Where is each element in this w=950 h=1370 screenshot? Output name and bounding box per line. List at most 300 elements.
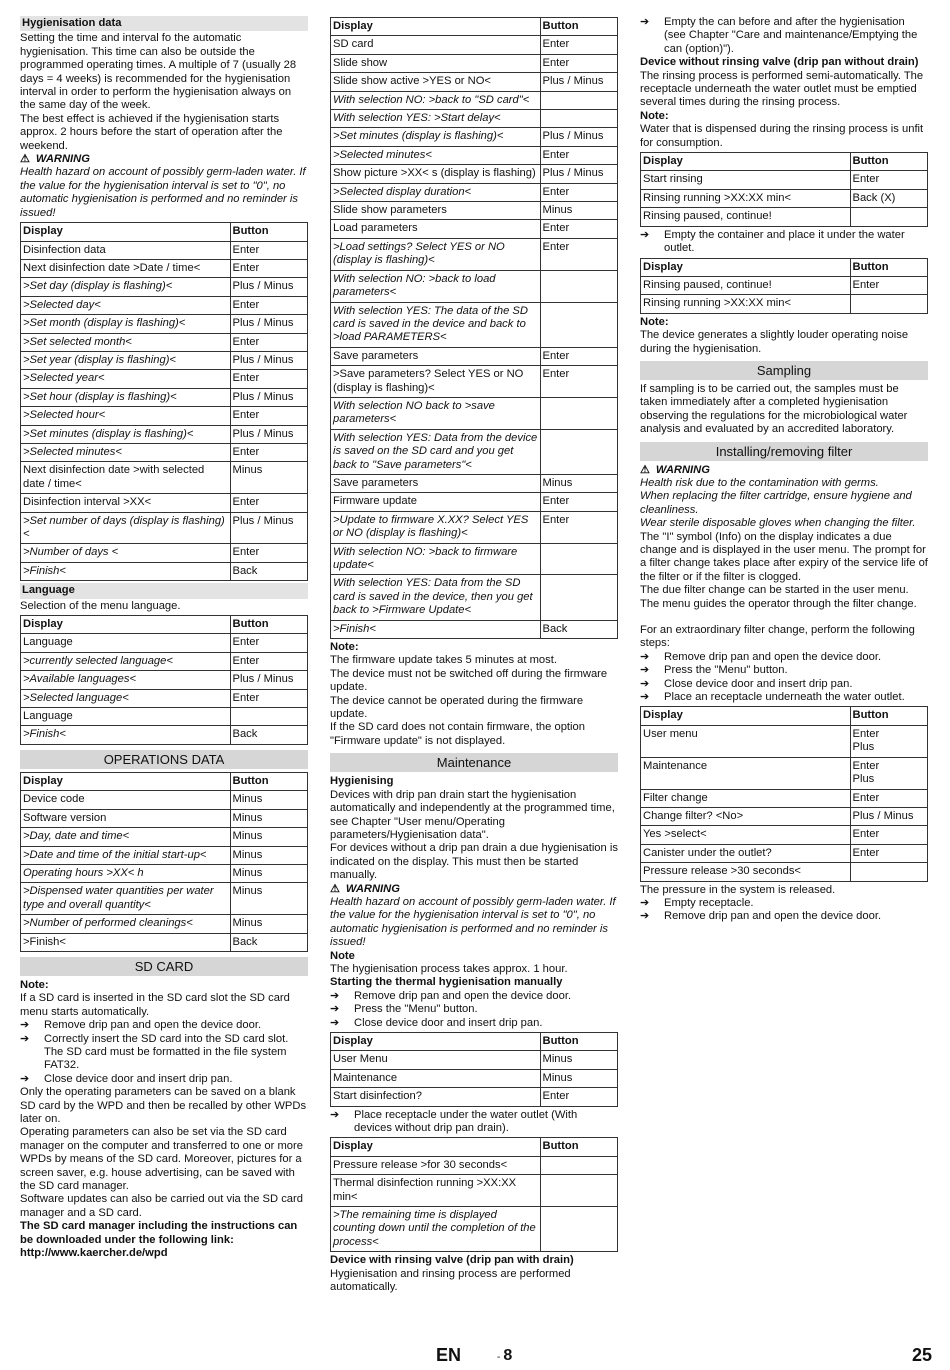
display-cell: Filter change	[641, 789, 851, 807]
step-text: Press the "Menu" button.	[354, 1003, 478, 1016]
button-cell: Enter	[230, 296, 308, 314]
table-row	[21, 544, 308, 562]
table-row	[641, 844, 928, 862]
table-row	[331, 366, 618, 398]
section-title-hygienisation-data: Hygienisation data	[20, 16, 308, 31]
step-arrow-icon: ➔	[640, 228, 650, 241]
table-row	[21, 370, 308, 388]
button-cell: Back	[540, 620, 618, 638]
display-cell: >Finish<	[331, 620, 541, 638]
table-row	[331, 575, 618, 620]
display-cell: Language	[21, 634, 231, 652]
step-item	[640, 691, 928, 704]
column-2	[330, 16, 618, 1295]
display-cell: Slide show parameters	[331, 202, 541, 220]
column-header-display: Display	[21, 223, 231, 241]
button-cell: Back	[230, 933, 308, 951]
subheading-hygienising: Hygienising	[330, 775, 394, 788]
column-header-button: Button	[230, 616, 308, 634]
button-cell: Minus	[230, 809, 308, 827]
display-cell: Start disinfection?	[331, 1088, 541, 1106]
step-text: Place an receptacle underneath the water outlet.	[664, 691, 905, 704]
paragraph: Software updates can also be carried out via the SD card manager and a SD card.	[20, 1193, 303, 1219]
button-cell: Plus / Minus	[230, 315, 308, 333]
display-cell: Slide show active >YES or NO<	[331, 73, 541, 91]
text-line: When replacing the filter cartridge, ensure hygiene and cleanliness.	[640, 490, 912, 516]
button-cell: Minus	[230, 462, 308, 494]
table-row	[641, 725, 928, 757]
table-row	[331, 543, 618, 575]
table-row	[641, 295, 928, 313]
table-row	[21, 462, 308, 494]
table-row	[331, 238, 618, 270]
step-item	[20, 1032, 308, 1073]
step-item	[640, 910, 928, 923]
footer-language: EN	[436, 1345, 462, 1365]
step-list	[640, 897, 928, 924]
table-row	[331, 146, 618, 164]
column-1	[20, 16, 308, 1260]
display-cell: >Selected language<	[21, 689, 231, 707]
table-row	[331, 91, 618, 109]
button-cell: Enter	[540, 220, 618, 238]
table-header-row	[21, 772, 308, 790]
paragraph: Devices with drip pan drain start the hygienisation automatically and independently at the programmed time, see Chapter "User menu/Operating parameters/Hygienisation data".	[330, 788, 615, 841]
text-line: The firmware update takes 5 minutes at most.	[330, 654, 557, 667]
text-line: Wear sterile disposable gloves when changing the filter.	[640, 517, 916, 530]
step-arrow-icon: ➔	[640, 896, 650, 909]
button-cell: Enter	[540, 183, 618, 201]
table-row	[331, 620, 618, 638]
table-row	[21, 512, 308, 544]
display-cell: SD card	[331, 36, 541, 54]
display-cell: Save parameters	[331, 347, 541, 365]
warning-heading	[640, 464, 928, 477]
table-row	[21, 425, 308, 443]
table-row	[331, 270, 618, 302]
display-cell: With selection YES: Data from the device is saved on the SD card and you get back to "Save parameters"<	[331, 429, 541, 474]
section-banner-sd-card: SD CARD	[20, 957, 308, 976]
table-row	[641, 757, 928, 789]
table-row	[331, 1051, 618, 1069]
step-arrow-icon: ➔	[640, 910, 650, 923]
warning-heading	[20, 153, 308, 166]
button-cell: Minus	[540, 202, 618, 220]
button-cell	[850, 208, 928, 226]
display-cell: >Save parameters? Select YES or NO (display is flashing)<	[331, 366, 541, 398]
display-cell: With selection NO: >back to "SD card"<	[331, 91, 541, 109]
display-cell: >Selected year<	[21, 370, 231, 388]
button-cell: Enter	[230, 652, 308, 670]
table-row	[331, 474, 618, 492]
button-cell	[540, 110, 618, 128]
display-cell: Rinsing paused, continue!	[641, 276, 851, 294]
paragraph: Operating parameters can also be set via the SD card manager on the computer and transferred to one or more WPDs by means of the SD card. Moreover, pictures for a screen saver, e.g. house advertising, can be saved with the SD card manager.	[20, 1126, 303, 1193]
button-cell: Plus / Minus	[230, 671, 308, 689]
display-button-table	[20, 772, 308, 952]
section-banner-operations-data: OPERATIONS DATA	[20, 750, 308, 769]
column-header-button: Button	[540, 18, 618, 36]
note-label: Note	[330, 949, 355, 962]
button-cell: Enter	[540, 54, 618, 72]
table-row	[21, 883, 308, 915]
step-text: Remove drip pan and open the device door.	[354, 989, 572, 1002]
footer-dash: -	[497, 1352, 501, 1363]
display-cell: >Update to firmware X.XX? Select YES or NO (display is flashing)<	[331, 511, 541, 543]
display-cell: Maintenance	[331, 1069, 541, 1087]
step-text: Empty the container and place it under the water outlet.	[664, 228, 905, 255]
column-header-display: Display	[331, 1138, 541, 1156]
footer-page	[497, 1349, 512, 1364]
table-row	[21, 828, 308, 846]
warning-triangle-icon: ⚠	[330, 882, 340, 895]
step-arrow-icon: ➔	[330, 1016, 340, 1029]
display-cell: With selection NO back to >save parameters<	[331, 397, 541, 429]
display-cell: >Set minutes (display is flashing)<	[21, 425, 231, 443]
table-row	[21, 864, 308, 882]
display-cell: Slide show	[331, 54, 541, 72]
subheading-no-rinsing-valve: Device without rinsing valve (drip pan without drain)	[640, 56, 919, 69]
warning-triangle-icon: ⚠	[640, 463, 650, 476]
column-header-display: Display	[331, 18, 541, 36]
table-row	[21, 315, 308, 333]
step-item	[640, 16, 928, 56]
display-cell: >Day, date and time<	[21, 828, 231, 846]
paragraph: Selection of the menu language.	[20, 599, 181, 612]
button-cell: Enter	[540, 511, 618, 543]
table-row	[331, 493, 618, 511]
step-item	[640, 677, 928, 691]
table-header-row	[641, 258, 928, 276]
paragraph: If sampling is to be carried out, the samples must be taken immediately after a completed hygienisation observing the regulations for the microbiological water analysis and evaluated by an accredited laboratory.	[640, 382, 908, 436]
table-header-row	[331, 18, 618, 36]
button-cell	[540, 575, 618, 620]
button-cell: Enter	[540, 1088, 618, 1106]
note-label: Note:	[20, 978, 49, 991]
table-header-row	[21, 223, 308, 241]
display-cell: With selection YES: >Start delay<	[331, 110, 541, 128]
display-cell: >Selected day<	[21, 296, 231, 314]
button-cell: Plus / Minus	[230, 351, 308, 369]
button-cell	[540, 1207, 618, 1252]
column-header-display: Display	[331, 1033, 541, 1051]
step-item	[640, 228, 928, 256]
warning-label: WARNING	[345, 882, 400, 895]
note-text: The device generates a slightly louder operating noise during the hygienisation.	[640, 329, 909, 355]
display-cell: With selection YES: The data of the SD card is saved in the device and back to >load PARAMETERS<	[331, 302, 541, 347]
table-row	[21, 726, 308, 744]
paragraph: Hygienisation and rinsing process are performed automatically.	[330, 1267, 571, 1294]
display-cell: >Dispensed water quantities per water type and overall quantity<	[21, 883, 231, 915]
display-cell: >Finish<	[21, 726, 231, 744]
display-button-table	[640, 152, 928, 227]
display-button-table	[640, 706, 928, 881]
button-cell: Plus / Minus	[540, 73, 618, 91]
button-cell: Enter	[850, 826, 928, 844]
subheading-rinsing-valve: Device with rinsing valve (drip pan with drain)	[330, 1254, 574, 1267]
table-row	[21, 407, 308, 425]
button-cell: Back (X)	[850, 189, 928, 207]
button-cell	[230, 708, 308, 726]
button-cell: Plus / Minus	[230, 388, 308, 406]
button-cell: Back	[230, 562, 308, 580]
note-text: Water that is dispensed during the rinsing process is unfit for consumption.	[640, 123, 924, 149]
button-cell: Plus / Minus	[540, 128, 618, 146]
button-cell: Minus	[540, 1069, 618, 1087]
table-row	[641, 826, 928, 844]
display-cell: >Set selected month<	[21, 333, 231, 351]
step-arrow-icon: ➔	[20, 1032, 30, 1045]
step-text: Empty the can before and after the hygienisation (see Chapter "Care and maintenance/Emptying the can (option)").	[664, 16, 918, 55]
note-label: Note:	[330, 641, 359, 654]
button-cell	[540, 429, 618, 474]
step-text: Place receptacle under the water outlet (With devices without drip pan drain).	[354, 1108, 578, 1135]
warning-label: WARNING	[35, 153, 90, 166]
display-cell: Rinsing paused, continue!	[641, 208, 851, 226]
step-text: Empty receptacle.	[664, 896, 754, 909]
table-header-row	[641, 707, 928, 725]
step-text: Close device door and insert drip pan.	[354, 1016, 543, 1029]
step-list	[20, 1019, 308, 1086]
footer-sheet-number: 25	[912, 1345, 933, 1365]
button-cell: Minus	[230, 791, 308, 809]
display-cell: Device code	[21, 791, 231, 809]
step-text: Close device door and insert drip pan.	[44, 1072, 233, 1085]
button-cell: Enter	[230, 259, 308, 277]
button-cell: Minus	[230, 883, 308, 915]
table-header-row	[331, 1138, 618, 1156]
table-row	[331, 202, 618, 220]
text-line: Health risk due to the contamination with germs.	[640, 476, 879, 489]
button-cell	[540, 91, 618, 109]
display-cell: >Load settings? Select YES or NO (display is flashing)<	[331, 238, 541, 270]
step-arrow-icon: ➔	[20, 1072, 30, 1085]
column-header-button: Button	[230, 772, 308, 790]
display-button-table	[20, 222, 308, 581]
table-header-row	[331, 1033, 618, 1051]
display-cell: >Selected display duration<	[331, 183, 541, 201]
button-cell: Minus	[230, 846, 308, 864]
button-cell: Enter	[230, 634, 308, 652]
button-cell: Enter	[540, 238, 618, 270]
step-arrow-icon: ➔	[20, 1019, 30, 1032]
display-cell: Change filter? <No>	[641, 807, 851, 825]
display-cell: Show picture >XX< s (display is flashing)	[331, 165, 541, 183]
button-cell: Enter	[230, 407, 308, 425]
step-text: Correctly insert the SD card into the SD card slot. The SD card must be formatted in the file system FAT32.	[44, 1032, 289, 1072]
table-row	[21, 671, 308, 689]
table-row	[331, 1175, 618, 1207]
step-list	[640, 651, 928, 705]
step-item	[330, 1108, 618, 1136]
step-text: Close device door and insert drip pan.	[664, 677, 853, 690]
table-row	[21, 388, 308, 406]
table-row	[331, 54, 618, 72]
column-header-button: Button	[850, 707, 928, 725]
note-lines	[330, 654, 618, 748]
display-cell: User menu	[641, 725, 851, 757]
table-row	[331, 1207, 618, 1252]
warning-text: Health hazard on account of possibly germ-laden water. If the value for the hygienisation interval is set to "0", no automatic hygienisation is performed and no reminder is issued!	[330, 895, 616, 949]
table-row	[641, 189, 928, 207]
button-cell: Enter	[540, 36, 618, 54]
step-arrow-icon: ➔	[640, 664, 650, 677]
step-arrow-icon: ➔	[640, 677, 650, 690]
step-item	[640, 896, 928, 910]
button-cell: Enter	[540, 493, 618, 511]
display-cell: Software version	[21, 809, 231, 827]
display-button-table	[330, 1032, 618, 1107]
paragraph: Only the operating parameters can be saved on a blank SD card by the WPD and then be recalled by other WPDs later on.	[20, 1086, 307, 1125]
column-header-display: Display	[641, 707, 851, 725]
table-row	[331, 429, 618, 474]
button-cell	[540, 270, 618, 302]
button-cell: Plus / Minus	[540, 165, 618, 183]
display-cell: >Available languages<	[21, 671, 231, 689]
display-cell: Rinsing running >XX:XX min<	[641, 189, 851, 207]
paragraph: The rinsing process is performed semi-automatically. The receptacle underneath the water outlet must be emptied several times during the rinsing process.	[640, 69, 924, 109]
table-row	[641, 171, 928, 189]
display-cell: Operating hours >XX< h	[21, 864, 231, 882]
button-cell: Minus	[230, 915, 308, 933]
display-cell: >Selected hour<	[21, 407, 231, 425]
section-banner-sampling: Sampling	[640, 361, 928, 380]
table-row	[331, 73, 618, 91]
column-3	[640, 16, 928, 924]
column-header-button: Button	[540, 1033, 618, 1051]
step-arrow-icon: ➔	[330, 989, 340, 1002]
table-row	[21, 791, 308, 809]
paragraph: For an extraordinary filter change, perform the following steps:	[640, 624, 915, 650]
display-button-table	[20, 615, 308, 745]
footer-page-number: 8	[503, 1347, 513, 1364]
note-text: If a SD card is inserted in the SD card slot the SD card menu starts automatically.	[20, 992, 290, 1018]
display-cell: >Set day (display is flashing)<	[21, 278, 231, 296]
step-item	[20, 1072, 308, 1086]
paragraph: The due filter change can be started in the user menu. The menu guides the operator through the filter change.	[640, 584, 917, 610]
display-cell: >Set number of days (display is flashing)<	[21, 512, 231, 544]
display-cell: >Set month (display is flashing)<	[21, 315, 231, 333]
button-cell: Enter	[540, 366, 618, 398]
display-cell: Next disinfection date >with selected date / time<	[21, 462, 231, 494]
table-row	[641, 208, 928, 226]
table-row	[21, 296, 308, 314]
note-text: The hygienisation process takes approx. 1 hour.	[330, 962, 568, 975]
step-text: Remove drip pan and open the device door.	[664, 910, 882, 923]
table-row	[641, 863, 928, 881]
display-cell: >Set hour (display is flashing)<	[21, 388, 231, 406]
warning-heading	[330, 883, 618, 896]
button-cell: Plus / Minus	[230, 425, 308, 443]
warning-lines	[640, 477, 928, 531]
display-cell: Next disinfection date >Date / time<	[21, 259, 231, 277]
step-arrow-icon: ➔	[640, 650, 650, 663]
table-row	[21, 708, 308, 726]
warning-label: WARNING	[655, 463, 710, 476]
table-row	[21, 933, 308, 951]
table-row	[331, 110, 618, 128]
paragraph: The "I" symbol (Info) on the display indicates a due change and is displayed in the user menu. The prompt for a filter change takes place after expiry of the service life of the filter or if the filter is clogged.	[640, 530, 928, 583]
button-cell: Enter	[230, 333, 308, 351]
column-header-button: Button	[540, 1138, 618, 1156]
button-cell	[540, 1175, 618, 1207]
button-cell: Enter	[230, 443, 308, 461]
button-cell	[540, 1156, 618, 1174]
button-cell: Plus / Minus	[230, 512, 308, 544]
display-button-table	[330, 17, 618, 639]
display-cell: User Menu	[331, 1051, 541, 1069]
step-list	[330, 990, 618, 1030]
button-cell: Minus	[540, 1051, 618, 1069]
table-row	[21, 241, 308, 259]
button-cell: Enter	[540, 347, 618, 365]
display-cell: Language	[21, 708, 231, 726]
table-row	[331, 220, 618, 238]
display-cell: >Selected minutes<	[21, 443, 231, 461]
display-cell: Save parameters	[331, 474, 541, 492]
table-row	[331, 1156, 618, 1174]
text-line: The device must not be switched off during the firmware update.	[330, 667, 608, 694]
column-header-display: Display	[21, 772, 231, 790]
button-cell: Enter	[230, 370, 308, 388]
display-cell: Load parameters	[331, 220, 541, 238]
table-row	[21, 652, 308, 670]
column-header-display: Display	[641, 153, 851, 171]
button-cell: Enter Plus	[850, 757, 928, 789]
display-button-table	[330, 1137, 618, 1252]
table-row	[331, 36, 618, 54]
paragraph: The pressure in the system is released.	[640, 883, 836, 896]
button-cell: Plus / Minus	[850, 807, 928, 825]
paragraph: For devices without a drip pan drain a due hygienisation is indicated on the display. This must then be started manually.	[330, 842, 618, 882]
column-header-button: Button	[850, 258, 928, 276]
download-link[interactable]: http://www.kaercher.de/wpd	[20, 1247, 168, 1260]
step-text: Remove drip pan and open the device door.	[44, 1019, 262, 1032]
display-cell: >currently selected language<	[21, 652, 231, 670]
button-cell: Enter	[230, 241, 308, 259]
display-cell: >Finish<	[21, 562, 231, 580]
column-header-button: Button	[850, 153, 928, 171]
display-cell: Disinfection interval >XX<	[21, 494, 231, 512]
button-cell: Minus	[230, 864, 308, 882]
display-cell: Yes >select<	[641, 826, 851, 844]
table-row	[21, 259, 308, 277]
table-row	[331, 511, 618, 543]
display-cell: Pressure release >for 30 seconds<	[331, 1156, 541, 1174]
text-line: If the SD card does not contain firmware, the option "Firmware update" is not displayed.	[330, 721, 585, 747]
table-row	[331, 165, 618, 183]
button-cell	[850, 295, 928, 313]
step-item	[330, 989, 618, 1003]
table-row	[21, 278, 308, 296]
table-row	[21, 443, 308, 461]
display-cell: Firmware update	[331, 493, 541, 511]
button-cell: Enter	[850, 789, 928, 807]
display-cell: Maintenance	[641, 757, 851, 789]
warning-triangle-icon: ⚠	[20, 153, 30, 166]
table-header-row	[641, 153, 928, 171]
button-cell: Minus	[230, 828, 308, 846]
section-banner-maintenance: Maintenance	[330, 753, 618, 772]
step-arrow-icon: ➔	[640, 16, 650, 28]
display-cell: Thermal disinfection running >XX:XX min<	[331, 1175, 541, 1207]
button-cell	[540, 543, 618, 575]
display-cell: >Set minutes (display is flashing)<	[331, 128, 541, 146]
table-row	[331, 128, 618, 146]
text-line: The device cannot be operated during the firmware update.	[330, 694, 584, 721]
table-header-row	[21, 616, 308, 634]
table-row	[331, 1069, 618, 1087]
